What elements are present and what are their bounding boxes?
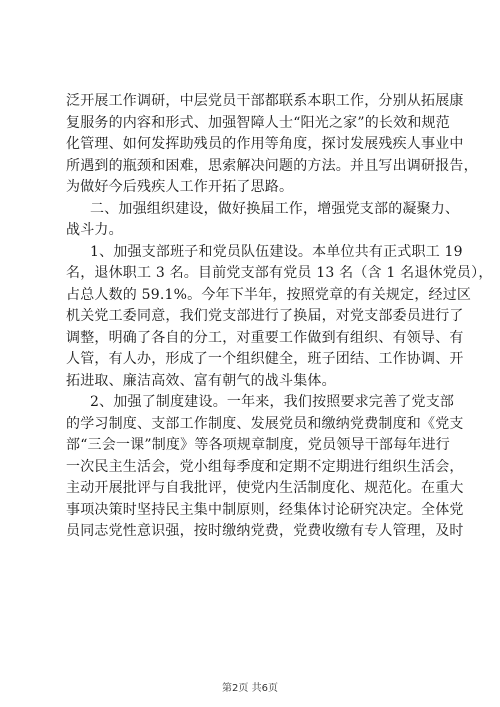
text-line: 二、加强组织建设，做好换届工作，增强党支部的凝聚力、 <box>90 200 460 217</box>
text-line: 的学习制度、支部工作制度、发展党员和缴纳党费制度和《党支 <box>66 415 464 432</box>
text-line: 化管理、如何发挥助残员的作用等角度，探讨发展残疾人事业中 <box>66 136 464 152</box>
text-line: 名，退休职工 3 名。目前党支部有党员 13 名（含 1 名退休党员）， <box>66 265 493 281</box>
text-line: 2、加强了制度建设。一年来，我们按照要求完善了党支部 <box>90 394 455 410</box>
text-line: 主动开展批评与自我批评，使党内生活制度化、规范化。在重大 <box>66 480 464 496</box>
document-body <box>66 91 493 543</box>
text-line: 调整，明确了各自的分工，对重要工作做到有组织、有领导、有 <box>66 329 464 346</box>
text-line: 部“三会一课”制度》等各项规章制度，党员领导干部每年进行 <box>66 437 450 453</box>
text-line: 员同志党性意识强，按时缴纳党费，党费收缴有专人管理，及时 <box>66 523 464 539</box>
text-line: 复服务的内容和形式、加强智障人士“阳光之家”的长效和规范 <box>66 114 450 131</box>
text-line: 战斗力。 <box>66 222 123 238</box>
text-line: 占总人数的 59.1%。今年下半年，按照党章的有关规定，经过区 <box>66 286 472 303</box>
text-line: 人管，有人办，形成了一个组织健全，班子团结、工作协调、开 <box>66 351 464 367</box>
text-line: 1、加强支部班子和党员队伍建设。本单位共有正式职工 19 <box>90 243 463 260</box>
text-line: 一次民主生活会，党小组每季度和定期不定期进行组织生活会， <box>66 458 464 475</box>
text-line: 泛开展工作调研，中层党员干部都联系本职工作，分别从拓展康 <box>66 93 464 109</box>
text-line: 事项决策时坚持民主集中制原则，经集体讨论研究决定。全体党 <box>66 501 464 518</box>
page-footer: 第2页 共6页 <box>222 683 278 694</box>
text-line: 机关党工委同意，我们党支部进行了换届，对党支部委员进行了 <box>66 308 464 324</box>
text-line: 所遇到的瓶颈和困难，思索解决问题的方法。并且写出调研报告， <box>66 157 478 174</box>
text-line: 为做好今后残疾人工作开拓了思路。 <box>66 179 294 195</box>
text-line: 拓进取、廉洁高效、富有朝气的战斗集体。 <box>66 372 336 389</box>
